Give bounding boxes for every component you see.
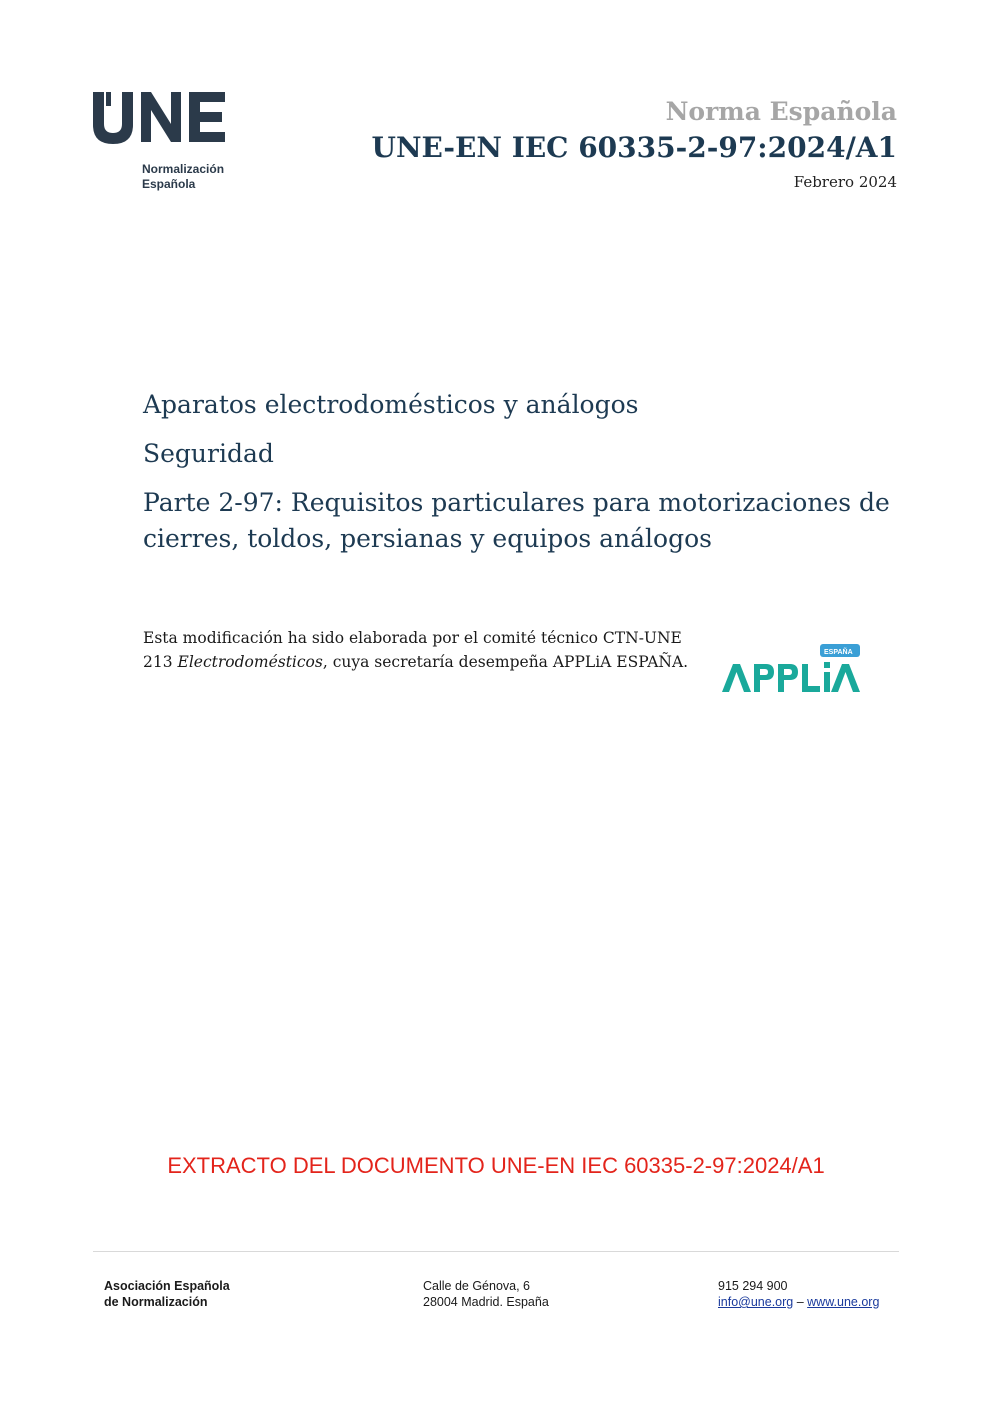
footer-phone: 915 294 900 bbox=[718, 1279, 788, 1293]
norma-label: Norma Española bbox=[665, 97, 897, 126]
footer-address-line1: Calle de Génova, 6 bbox=[423, 1279, 531, 1293]
website-link[interactable]: www.une.org bbox=[807, 1295, 880, 1309]
footer-address bbox=[423, 1278, 549, 1310]
standard-code: UNE-EN IEC 60335-2-97:2024/A1 bbox=[371, 131, 897, 164]
footer-org-line2: de Normalización bbox=[104, 1295, 208, 1309]
committee-text-italic: Electrodomésticos bbox=[177, 652, 323, 671]
committee-statement bbox=[143, 627, 703, 674]
une-logo bbox=[93, 90, 233, 200]
footer-divider bbox=[93, 1251, 899, 1252]
committee-text-after: , cuya secretaría desempeña APPLiA ESPAÑA. bbox=[322, 652, 689, 671]
footer-contact bbox=[718, 1278, 879, 1310]
footer-org-line1: Asociación Española bbox=[104, 1279, 230, 1293]
publication-date: Febrero 2024 bbox=[793, 173, 897, 191]
committee-text-before: Esta modificación ha sido elaborada por el comité técnico CTN-UNE 213 bbox=[143, 629, 682, 671]
footer-address-line2: 28004 Madrid. España bbox=[423, 1295, 549, 1309]
title-line-3: Parte 2-97: Requisitos particulares para motorizaciones de cierres, toldos, persianas y equipos análogos bbox=[143, 488, 890, 553]
applia-logo bbox=[720, 642, 862, 694]
logo-subtitle-line1: Normalización bbox=[142, 162, 225, 176]
title-line-1: Aparatos electrodomésticos y análogos bbox=[143, 390, 639, 419]
extract-notice: EXTRACTO DEL DOCUMENTO UNE-EN IEC 60335-2-97:2024/A1 bbox=[167, 1153, 825, 1178]
svg-text:ESPAÑA: ESPAÑA bbox=[824, 649, 853, 656]
footer-links bbox=[718, 1294, 879, 1310]
footer-organization bbox=[104, 1278, 230, 1310]
une-logo-mark bbox=[93, 90, 233, 150]
email-link[interactable]: info@une.org bbox=[718, 1295, 794, 1309]
document-header bbox=[372, 96, 897, 192]
une-logo-subtitle bbox=[142, 162, 224, 192]
logo-subtitle-line2: Española bbox=[142, 177, 196, 191]
applia-logo-mark bbox=[720, 642, 862, 694]
standard-titles bbox=[143, 387, 913, 557]
title-line-2: Seguridad bbox=[143, 439, 274, 468]
footer-link-separator: – bbox=[793, 1295, 808, 1309]
